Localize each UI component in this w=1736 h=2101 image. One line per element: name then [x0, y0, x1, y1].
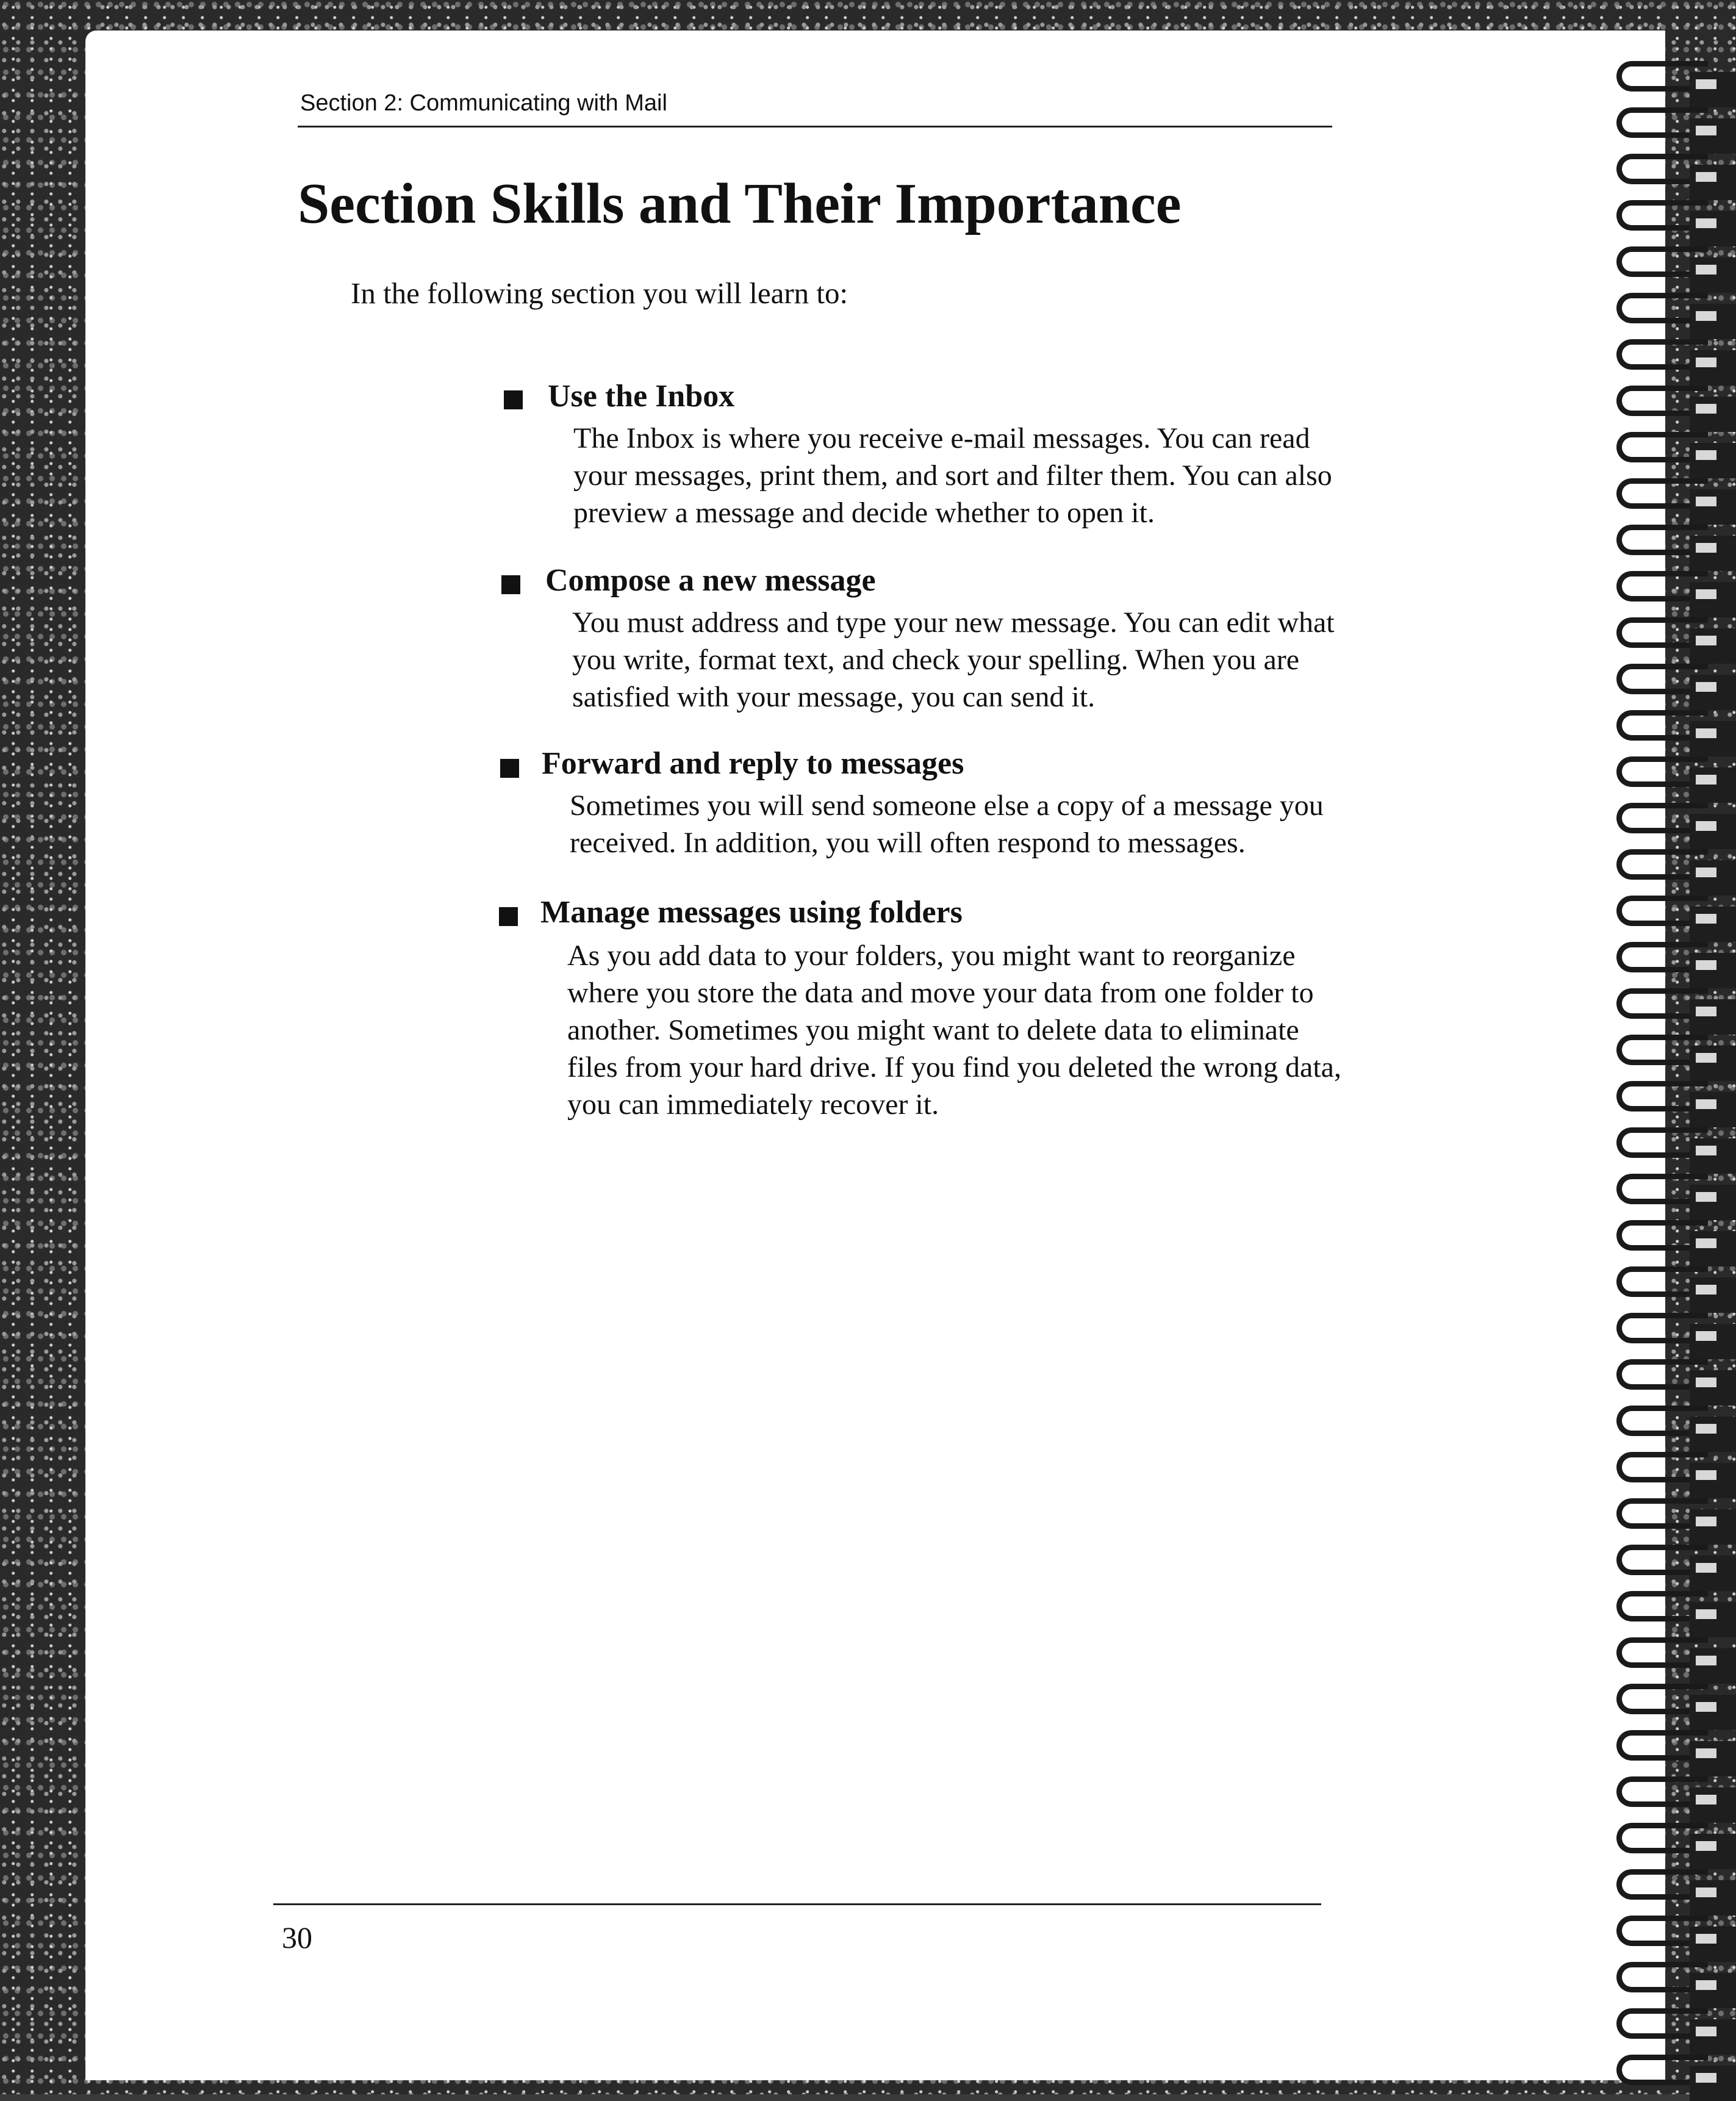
binding-tab: [1690, 1695, 1736, 1730]
skill-description: [567, 937, 1409, 1123]
binding-tab: [1690, 1648, 1736, 1684]
description-line: The Inbox is where you receive e-mail messages. You can read: [573, 422, 1310, 454]
binding-tab: [1690, 767, 1736, 803]
binding-tab: [1690, 1927, 1736, 1962]
running-head: Section 2: Communicating with Mail: [300, 90, 667, 116]
skill-description: [570, 787, 1411, 861]
description-line: your messages, print them, and sort and filter them. You can also: [573, 459, 1332, 492]
description-line: where you store the data and move your data from one folder to: [567, 977, 1314, 1009]
spiral-binding: [1616, 49, 1736, 2094]
binding-tab: [1690, 1092, 1736, 1127]
description-line: Sometimes you will send someone else a copy of a message you: [570, 789, 1324, 822]
binding-tab: [1690, 1463, 1736, 1498]
binding-tab: [1690, 907, 1736, 942]
binding-tab: [1690, 536, 1736, 571]
description-line: another. Sometimes you might want to delete data to eliminate: [567, 1014, 1299, 1046]
binding-tab: [1690, 1834, 1736, 1869]
binding-tab: [1690, 860, 1736, 896]
binding-tab: [1690, 628, 1736, 664]
page-title: Section Skills and Their Importance: [298, 172, 1182, 235]
binding-tab: [1690, 1185, 1736, 1220]
binding-tab: [1690, 304, 1736, 339]
binding-tab: [1690, 72, 1736, 107]
square-bullet-icon: [501, 575, 520, 594]
skill-heading: Forward and reply to messages: [542, 746, 964, 781]
binding-tab: [1690, 1880, 1736, 1916]
binding-tab: [1690, 1417, 1736, 1452]
binding-tab: [1690, 1787, 1736, 1823]
skill-description: [572, 604, 1414, 716]
footer-rule: [273, 1903, 1321, 1905]
binding-tab: [1690, 2066, 1736, 2101]
skill-heading: Compose a new message: [545, 563, 876, 598]
binding-tab: [1690, 1138, 1736, 1174]
binding-tab: [1690, 1741, 1736, 1776]
square-bullet-icon: [499, 907, 518, 926]
binding-tab: [1690, 1277, 1736, 1313]
description-line: you write, format text, and check your spelling. When you are: [572, 644, 1300, 676]
binding-tab: [1690, 1602, 1736, 1637]
binding-tab: [1690, 1556, 1736, 1591]
binding-tab: [1690, 2019, 1736, 2055]
description-line: files from your hard drive. If you find you deleted the wrong data,: [567, 1051, 1341, 1083]
binding-tab: [1690, 257, 1736, 293]
binding-tab: [1690, 999, 1736, 1035]
binding-tab: [1690, 443, 1736, 478]
skill-description: [573, 420, 1415, 531]
description-line: satisfied with your message, you can send it.: [572, 681, 1096, 713]
binding-tab: [1690, 953, 1736, 988]
binding-tab: [1690, 1370, 1736, 1406]
description-line: You must address and type your new message. You can edit what: [572, 606, 1335, 639]
square-bullet-icon: [504, 390, 523, 409]
description-line: you can immediately recover it.: [567, 1088, 939, 1121]
description-line: preview a message and decide whether to open it.: [573, 497, 1155, 529]
binding-tab: [1690, 1324, 1736, 1359]
binding-tab: [1690, 582, 1736, 617]
binding-tab: [1690, 489, 1736, 525]
skill-heading: Use the Inbox: [548, 379, 735, 414]
description-line: As you add data to your folders, you might want to reorganize: [567, 939, 1296, 972]
binding-tab: [1690, 1046, 1736, 1081]
binding-tab: [1690, 1973, 1736, 2008]
binding-tab: [1690, 814, 1736, 849]
binding-tab: [1690, 721, 1736, 756]
skill-heading: Manage messages using folders: [540, 895, 963, 930]
description-line: received. In addition, you will often respond to messages.: [570, 827, 1246, 859]
intro-text: In the following section you will learn to:: [351, 276, 848, 310]
binding-tab: [1690, 1231, 1736, 1266]
binding-tab: [1690, 211, 1736, 246]
binding-tab: [1690, 397, 1736, 432]
square-bullet-icon: [500, 759, 519, 778]
page-number: 30: [282, 1920, 312, 1955]
binding-tab: [1690, 165, 1736, 200]
header-rule: [298, 126, 1332, 127]
binding-tab: [1690, 350, 1736, 386]
binding-tab: [1690, 118, 1736, 154]
binding-tab: [1690, 1509, 1736, 1545]
binding-tab: [1690, 675, 1736, 710]
